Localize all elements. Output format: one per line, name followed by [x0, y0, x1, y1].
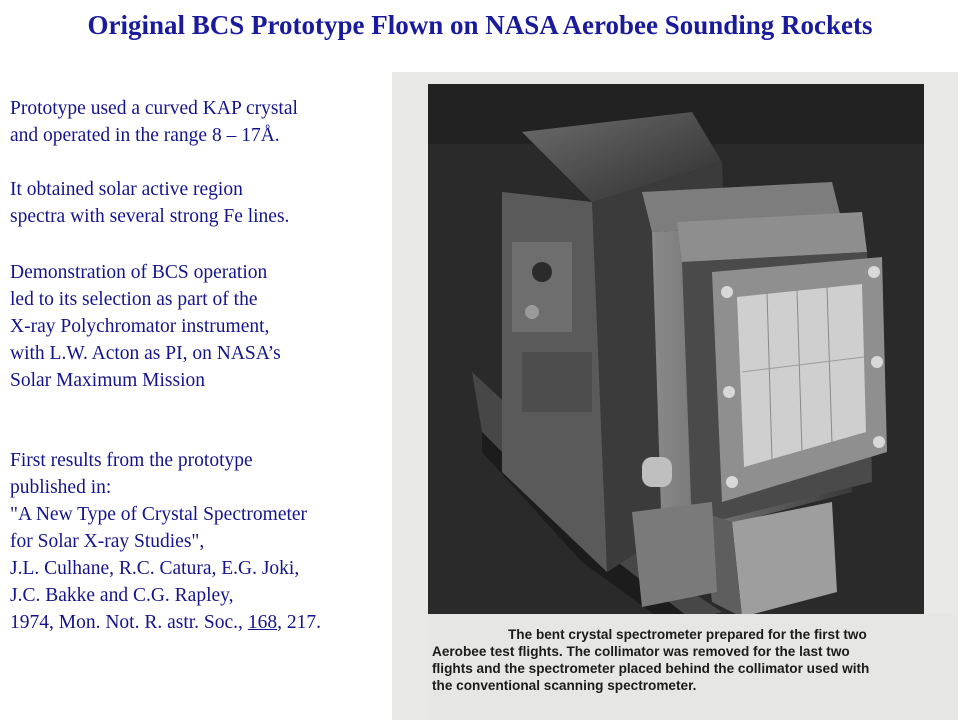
text-line: J.C. Bakke and C.G. Rapley,	[10, 585, 234, 606]
slide-title: Original BCS Prototype Flown on NASA Aerobee Sounding Rockets	[87, 10, 873, 40]
text-line: for Solar X-ray Studies",	[10, 531, 205, 552]
text-line: Solar Maximum Mission	[10, 370, 206, 391]
text-line: X-ray Polychromator instrument,	[10, 316, 270, 337]
text-column	[10, 95, 400, 636]
spectrometer-photo	[392, 72, 958, 720]
citation-volume: 168	[247, 612, 278, 633]
citation-line	[10, 609, 400, 636]
text-line: Demonstration of BCS operation	[10, 262, 268, 283]
caption-line: the conventional scanning spectrometer.	[432, 678, 697, 693]
paragraph-publication	[10, 447, 400, 636]
photo-caption	[432, 626, 952, 694]
caption-line: flights and the spectrometer placed behind the collimator used with	[432, 661, 870, 676]
electronics-block	[512, 242, 572, 332]
screw	[721, 286, 733, 298]
text-line: First results from the prototype	[10, 450, 253, 471]
paragraph-spectra	[10, 176, 400, 230]
paragraph-crystal	[10, 95, 400, 149]
text-line: Prototype used a curved KAP crystal	[10, 98, 298, 119]
text-line: and operated in the range 8 – 17Å.	[10, 125, 280, 146]
text-line: spectra with several strong Fe lines.	[10, 206, 290, 227]
paragraph-demonstration	[10, 259, 400, 394]
citation-prefix: 1974, Mon. Not. R. astr. Soc.,	[10, 612, 248, 633]
caption-line: The bent crystal spectrometer prepared for the first two	[508, 627, 867, 642]
text-line: published in:	[10, 477, 112, 498]
text-line: with L.W. Acton as PI, on NASA’s	[10, 343, 281, 364]
text-line: "A New Type of Crystal Spectrometer	[10, 504, 308, 525]
caption-line: Aerobee test flights. The collimator was removed for the last two	[432, 644, 850, 659]
text-line: It obtained solar active region	[10, 179, 243, 200]
citation-suffix: , 217.	[277, 612, 321, 633]
text-line: led to its selection as part of the	[10, 289, 258, 310]
text-line: J.L. Culhane, R.C. Catura, E.G. Joki,	[10, 558, 300, 579]
spectrometer-illustration	[392, 72, 958, 720]
